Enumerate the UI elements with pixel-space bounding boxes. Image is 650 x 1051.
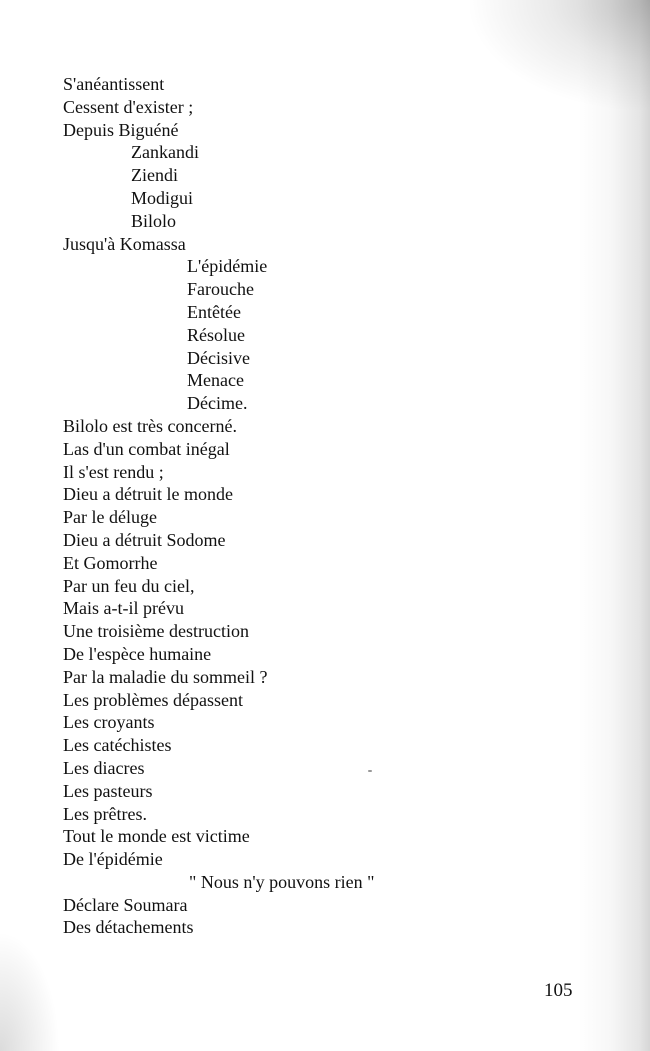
poem-text (63, 73, 374, 939)
poem-line: Cessent d'exister ; (63, 96, 194, 117)
poem-line: Et Gomorrhe (63, 552, 158, 573)
poem-line: " Nous n'y pouvons rien " (189, 871, 375, 892)
poem-line: Décisive (187, 347, 250, 368)
poem-line: Les problèmes dépassent (63, 689, 243, 710)
poem-line: De l'espèce humaine (63, 643, 212, 664)
poem-line: Les pasteurs (63, 780, 153, 801)
scan-edge-shadow (578, 0, 650, 1051)
poem-line: Par un feu du ciel, (63, 575, 195, 596)
poem-line: Décime. (187, 393, 248, 414)
poem-line: Les diacres (63, 757, 145, 778)
poem-line: Il s'est rendu ; (63, 461, 164, 482)
poem-line: Par la maladie du sommeil ? (63, 666, 268, 687)
poem-line: Résolue (187, 324, 245, 345)
poem-line: Menace (187, 370, 244, 391)
scan-speck (368, 770, 372, 772)
poem-line: Modigui (131, 187, 194, 208)
poem-line: Une troisième destruction (63, 621, 249, 642)
page-number: 105 (544, 980, 573, 1001)
scan-corner-bottom-shadow (0, 931, 60, 1051)
poem-line: Jusqu'à Komassa (63, 233, 186, 254)
poem-line: Dieu a détruit le monde (63, 484, 233, 505)
poem-line: Ziendi (131, 165, 178, 186)
poem-line: Entêtée (187, 301, 241, 322)
poem-line: Bilolo (131, 210, 177, 231)
poem-line: Las d'un combat inégal (63, 438, 230, 459)
poem-line: Mais a-t-il prévu (63, 598, 184, 619)
poem-line: Bilolo est très concerné. (63, 415, 237, 436)
poem-line: Déclare Soumara (63, 894, 188, 915)
poem-line: Des détachements (63, 917, 194, 938)
poem-line: Zankandi (131, 142, 199, 163)
poem-line: De l'épidémie (63, 849, 163, 870)
poem-line: L'épidémie (187, 256, 268, 277)
poem-line: Depuis Biguéné (63, 119, 179, 140)
poem-line: Par le déluge (63, 507, 157, 528)
poem-line: Les croyants (63, 712, 155, 733)
poem-line: Les prêtres. (63, 803, 147, 824)
poem-line: Farouche (187, 279, 254, 300)
poem-line: Tout le monde est victime (63, 826, 250, 847)
poem-line: Dieu a détruit Sodome (63, 529, 226, 550)
poem-line: Les catéchistes (63, 735, 172, 756)
scan-corner-shadow (470, 0, 650, 110)
poem-line: S'anéantissent (63, 74, 165, 94)
